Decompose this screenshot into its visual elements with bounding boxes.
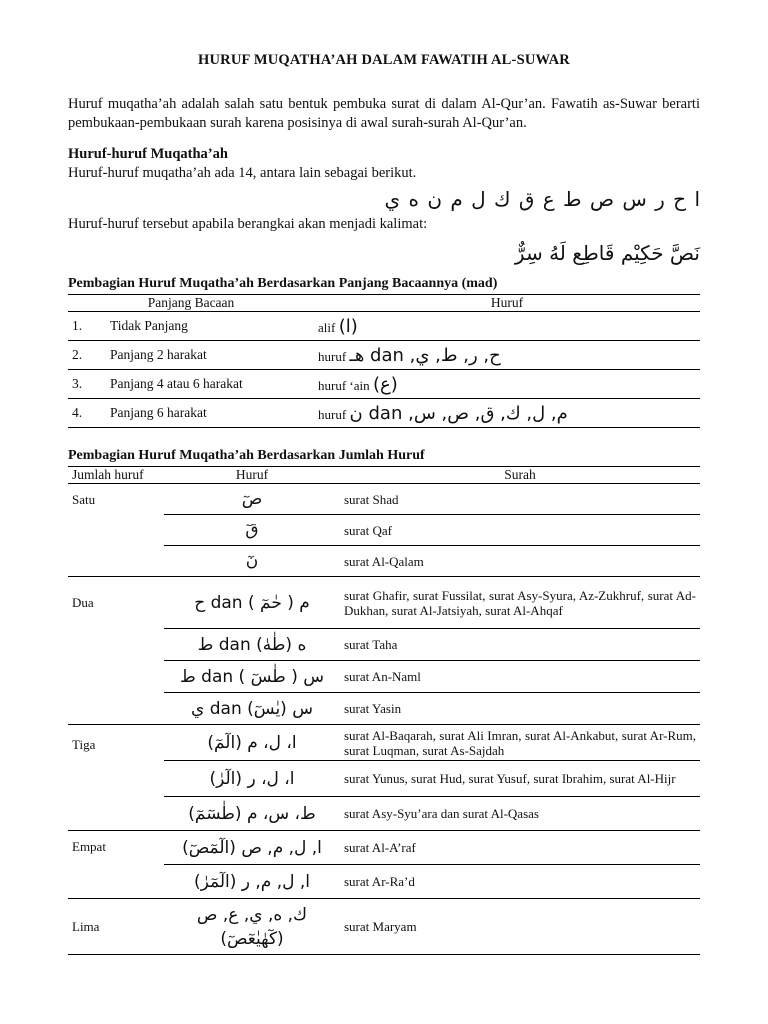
huruf-arabic: ك, ه, ي, ع, ص (كٓهٰيٰعٓصٓ)	[196, 904, 308, 949]
huruf-arabic: ح, ر, ط, ي, dan هـ	[349, 344, 501, 366]
row-huruf	[164, 661, 340, 693]
row-huruf	[164, 577, 340, 629]
row-huruf	[164, 629, 340, 661]
row-surah: surat Asy-Syu’ara dan surat Al-Qasas	[340, 797, 700, 831]
row-huruf	[164, 693, 340, 725]
group-label-dua: Dua	[68, 577, 164, 725]
huruf-arabic: (الٓمٓ) ا، ل، م	[207, 732, 297, 753]
table-row	[68, 399, 700, 428]
table-row	[68, 577, 700, 629]
huruf-arabic: (الٓرٰ) ا، ل، ر	[209, 768, 295, 789]
row-surah: surat Al-Baqarah, surat Ali Imran, surat Al-Ankabut, surat Ar-Rum, surat Luqman, surat As-Sajdah	[340, 725, 700, 761]
row-surah: surat Qaf	[340, 515, 700, 546]
row-number: 3.	[68, 370, 106, 399]
table-row	[68, 899, 700, 955]
table1-header-huruf: Huruf	[314, 295, 700, 312]
row-huruf	[314, 312, 700, 341]
row-number: 2.	[68, 341, 106, 370]
table-row	[68, 370, 700, 399]
row-huruf	[314, 370, 700, 399]
row-surah: surat Maryam	[340, 899, 700, 955]
row-surah: surat Ar-Ra’d	[340, 865, 700, 899]
group-label-satu: Satu	[68, 484, 164, 577]
table-row	[68, 341, 700, 370]
page-title: HURUF MUQATHA’AH DALAM FAWATIH AL-SUWAR	[198, 52, 570, 68]
jumlah-table	[68, 466, 700, 955]
table2-header-huruf: Huruf	[164, 467, 340, 484]
huruf-arabic: قٓ	[245, 520, 259, 540]
row-huruf	[164, 515, 340, 546]
huruf-prefix: huruf ‘ain	[318, 377, 370, 393]
huruf-arabic: م, ل, ك, ق, ص, س, dan ن	[349, 402, 568, 424]
table2-header-jumlah: Jumlah huruf	[68, 467, 164, 484]
row-number: 1.	[68, 312, 106, 341]
huruf-arabic: (ع)	[373, 373, 398, 395]
row-label: Panjang 4 atau 6 harakat	[106, 370, 314, 399]
huruf-arabic: (طٰسٓمٓ) ط، س، م	[188, 803, 316, 824]
huruf-arabic: صٓ	[241, 489, 263, 509]
row-surah: surat Ghafir, surat Fussilat, surat Asy-Syura, Az-Zukhruf, surat Ad-Dukhan, surat Al-Jatsiyah, surat Al-Ahqaf	[340, 577, 700, 629]
row-label: Tidak Panjang	[106, 312, 314, 341]
row-surah: surat Taha	[340, 629, 700, 661]
row-huruf	[164, 761, 340, 797]
table1-header-panjang: Panjang Bacaan	[68, 295, 314, 312]
row-surah: surat Yunus, surat Hud, surat Yusuf, surat Ibrahim, surat Al-Hijr	[340, 761, 700, 797]
huruf-arabic: ي dan س (يٰسٓ)	[191, 698, 313, 719]
group-label-tiga: Tiga	[68, 725, 164, 831]
row-surah: surat Al-Qalam	[340, 546, 700, 577]
mad-table	[68, 294, 700, 428]
table-row	[68, 312, 700, 341]
group-label-lima: Lima	[68, 899, 164, 955]
huruf-prefix: huruf	[318, 406, 347, 422]
huruf-arabic: (الٓمٓصٓ) ا, ل, م, ص	[182, 837, 322, 858]
row-huruf	[164, 546, 340, 577]
row-huruf	[164, 725, 340, 761]
row-surah: surat Yasin	[340, 693, 700, 725]
row-surah: surat An-Naml	[340, 661, 700, 693]
table-row	[68, 831, 700, 865]
huruf-prefix: alif	[318, 319, 336, 335]
row-label: Panjang 6 harakat	[106, 399, 314, 428]
table-row	[68, 725, 700, 761]
section-text: Huruf-huruf muqatha’ah ada 14, antara lain sebagai berikut.	[68, 165, 417, 181]
table1-title: Pembagian Huruf Muqatha’ah Berdasarkan Panjang Bacaannya (mad)	[68, 276, 498, 291]
huruf-arabic: ط dan س ( طٰسٓ )	[180, 666, 324, 687]
row-huruf	[164, 899, 340, 955]
section-heading: Huruf-huruf Muqatha’ah	[68, 146, 228, 162]
table-row	[68, 484, 700, 515]
arabic-letters: ا ح ر س ص ط ع ق ك ل م ن ه ي	[384, 187, 700, 211]
huruf-prefix: huruf	[318, 348, 347, 364]
table2-title: Pembagian Huruf Muqatha’ah Berdasarkan Jumlah Huruf	[68, 448, 425, 463]
row-surah: surat Shad	[340, 484, 700, 515]
huruf-arabic: ط dan ه (طٰهٰ)	[197, 634, 307, 655]
huruf-arabic: (ا)	[338, 315, 358, 337]
huruf-arabic: نٓ	[245, 551, 259, 571]
row-huruf	[164, 831, 340, 865]
sentence-intro: Huruf-huruf tersebut apabila berangkai akan menjadi kalimat:	[68, 216, 428, 232]
huruf-arabic: ح dan م ( حٰمٓ )	[194, 592, 310, 613]
group-label-empat: Empat	[68, 831, 164, 899]
row-number: 4.	[68, 399, 106, 428]
row-huruf	[164, 865, 340, 899]
row-huruf	[314, 399, 700, 428]
row-huruf	[314, 341, 700, 370]
table2-header-surah: Surah	[340, 467, 700, 484]
row-label: Panjang 2 harakat	[106, 341, 314, 370]
arabic-sentence: نَصَّ حَكِيْم قَاطِع لَهُ سِرٌّ	[514, 241, 700, 265]
huruf-arabic: (الٓمٓرٰ) ا, ل, م, ر	[193, 871, 311, 892]
row-huruf	[164, 484, 340, 515]
row-huruf	[164, 797, 340, 831]
intro-paragraph: Huruf muqatha’ah adalah salah satu bentuk pembuka surat di dalam Al-Qur’an. Fawatih as-Suwar berarti pembukaan-pembukaan surah karena posisinya di awal surah-surah Al-Qur’an.	[68, 96, 700, 131]
row-surah: surat Al-A’raf	[340, 831, 700, 865]
